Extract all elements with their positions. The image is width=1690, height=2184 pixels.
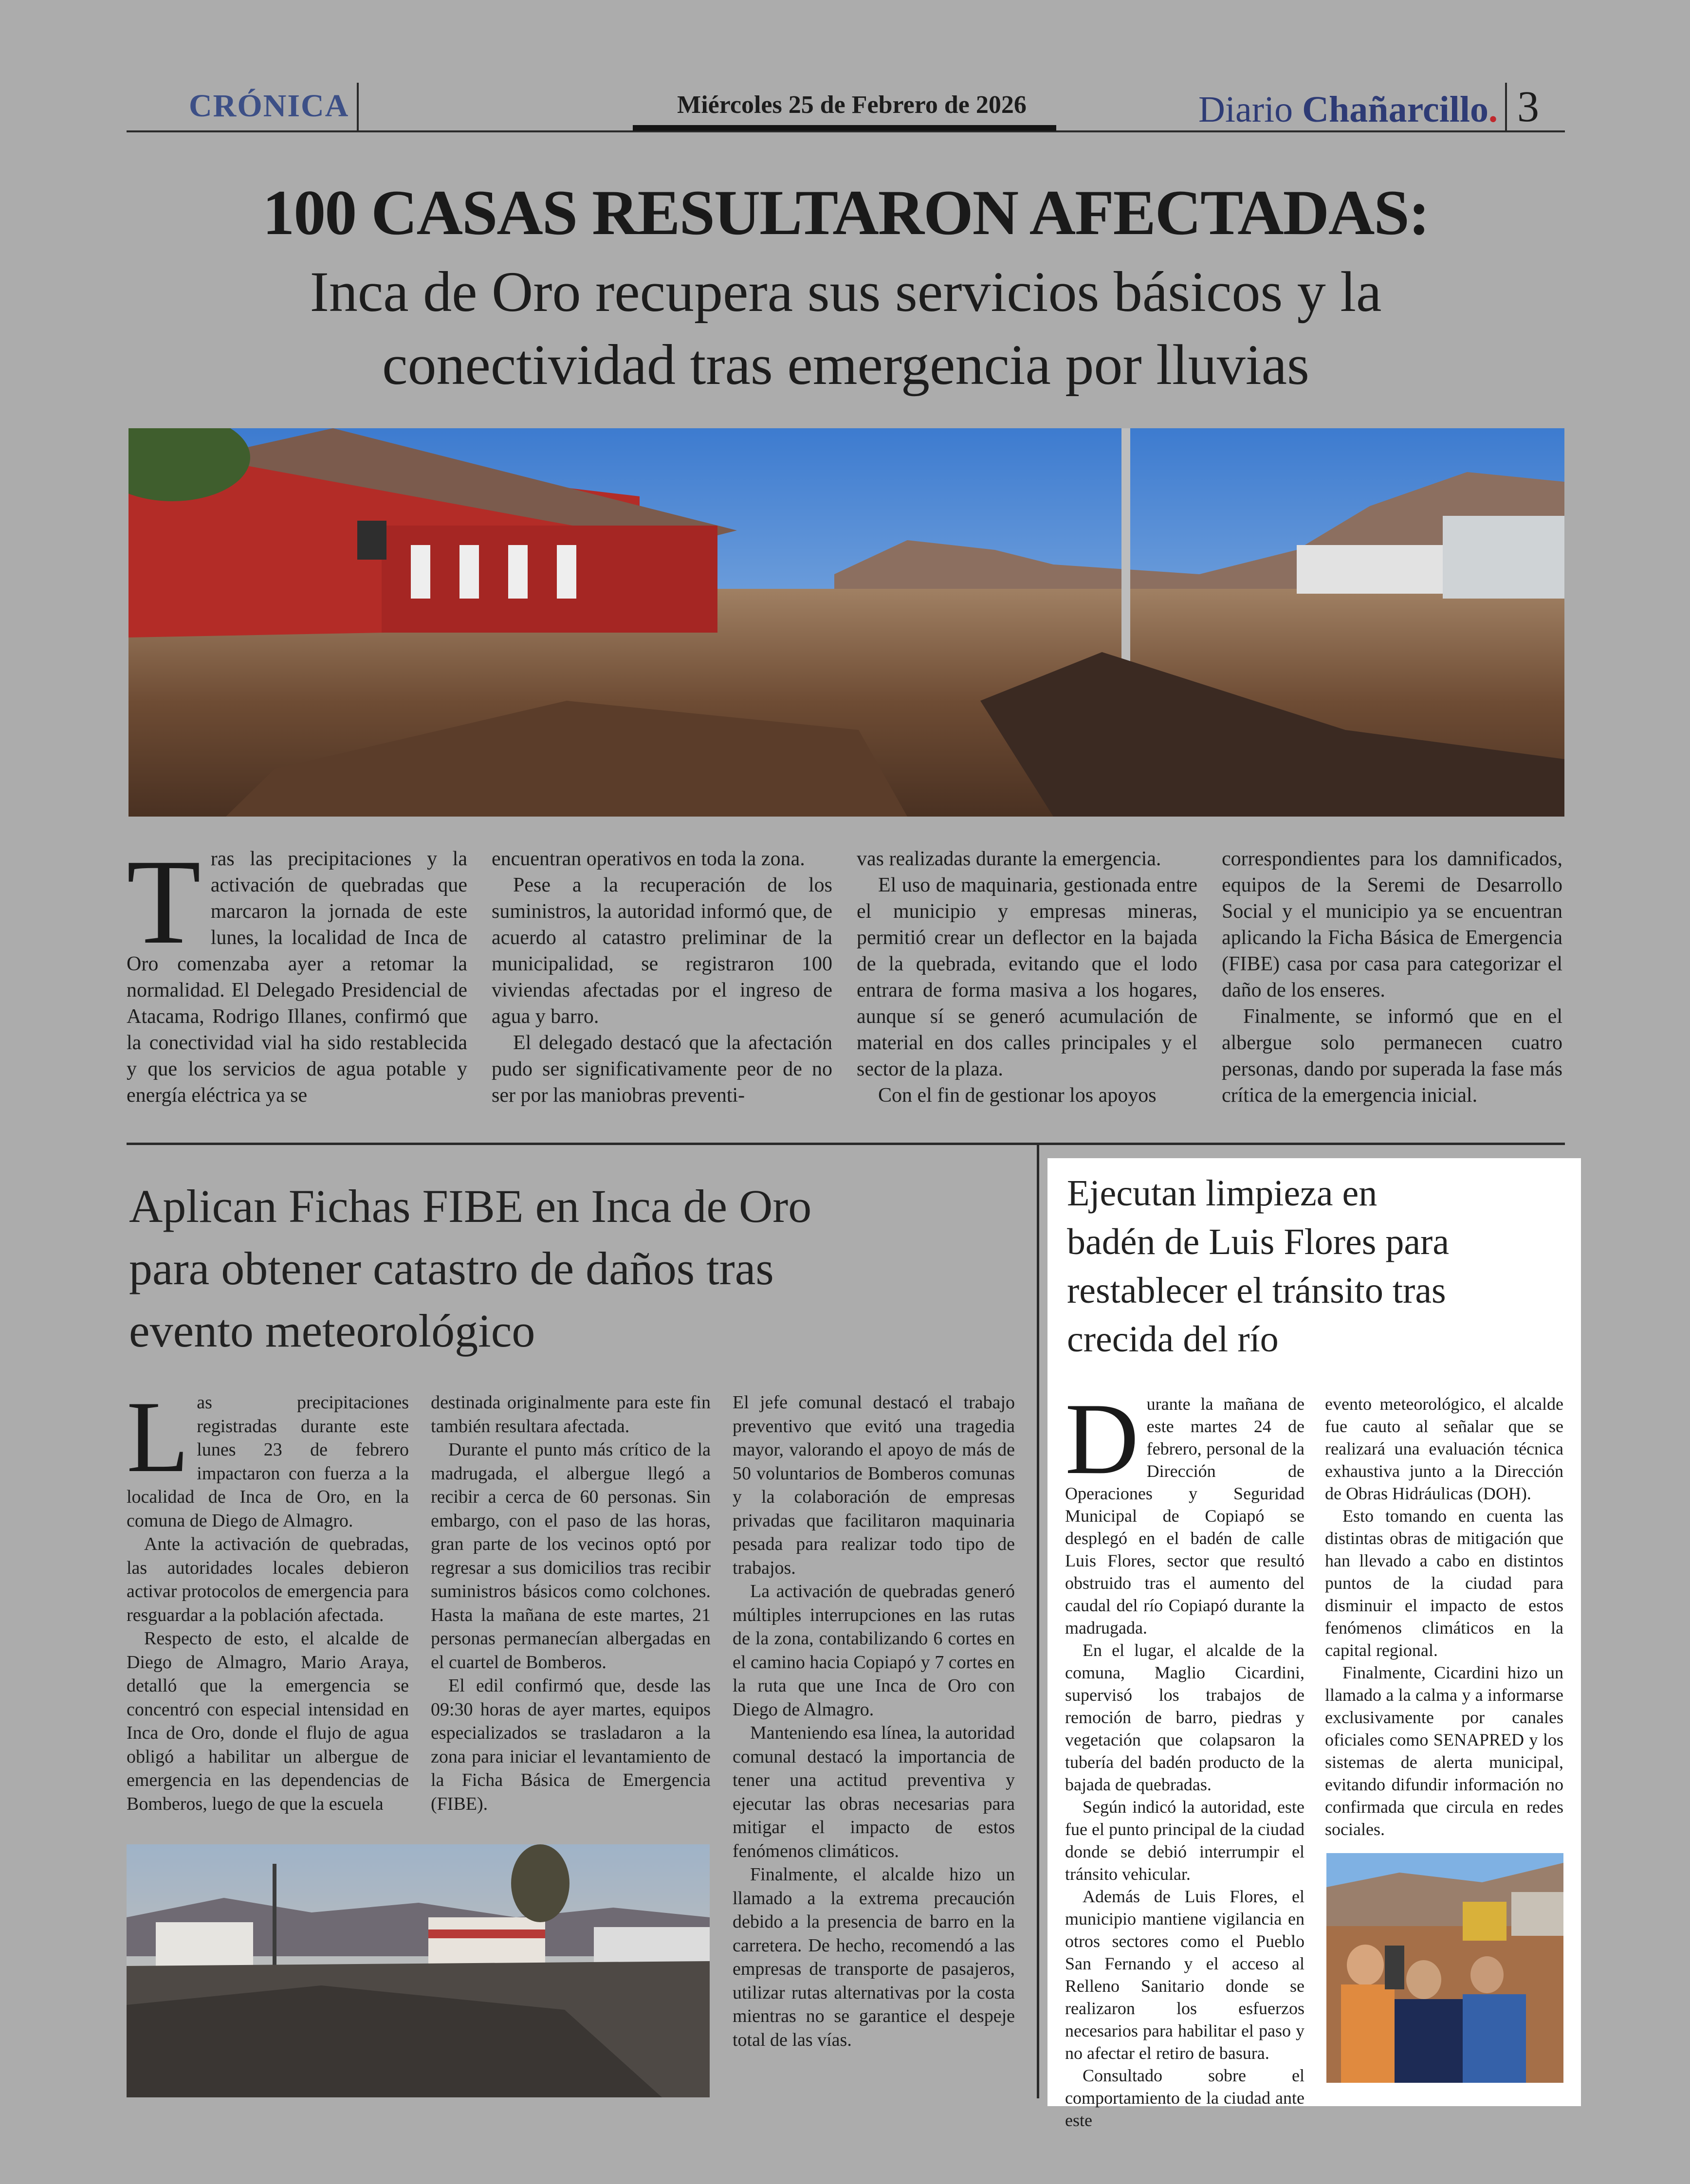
story3-headline-line: badén de Luis Flores para — [1067, 1221, 1450, 1262]
header-separator — [1505, 83, 1507, 131]
main-kicker: 100 CASAS RESULTARON AFECTADAS: — [262, 177, 1429, 248]
issue-date: Miércoles 25 de Febrero de 2026 — [677, 91, 1027, 119]
paragraph: Finalmente, Cicardini hizo un llamado a la calma y a informarse exclusivamente por canales oficiales como SENAPRED y los sistemas de alerta municipal, evitando difundir información no confirmada que circula en redes sociales. — [1325, 1663, 1563, 1839]
main-headline-line: conectividad tras emergencia por lluvias — [382, 333, 1309, 397]
story2-headline — [129, 1175, 1025, 1362]
paragraph: destinada originalmente para este fin también resultara afectada. — [431, 1392, 711, 1437]
paragraph: El delegado destacó que la afectación pudo ser significativamente peor de no ser por las maniobras preventi- — [492, 1032, 832, 1107]
paragraph: La activación de quebradas generó múltiples interrupciones en las rutas de la zona, contabilizando 6 cortes en el camino hacia Copiapó y 7 cortes en la ruta que une Inca de Oro con Diego de Almagro. — [733, 1581, 1015, 1720]
main-column-2 — [492, 846, 832, 1109]
main-column-4 — [1222, 846, 1562, 1109]
drop-cap: D — [1065, 1383, 1139, 1495]
paragraph: Además de Luis Flores, el municipio mantiene vigilancia en otros sectores como el Pueblo San Fernando y el acceso al Relleno Sanitario donde se realizaron los esfuerzos necesarios para habilitar el paso y no afectar el retiro de basura. — [1065, 1887, 1304, 2063]
story2-headline-line: Aplican Fichas FIBE en Inca de Oro — [129, 1180, 812, 1232]
paragraph: Con el fin de gestionar los apoyos — [878, 1084, 1157, 1107]
story2-headline-line: evento meteorológico — [129, 1305, 535, 1357]
paragraph: encuentran operativos en toda la zona. — [492, 848, 805, 870]
story2-photo-inca-de-oro — [127, 1844, 710, 2097]
main-headline — [127, 255, 1565, 401]
story3-column-2 — [1325, 1393, 1563, 1840]
paragraph: Pese a la recuperación de los suministros, la autoridad informó que, de acuerdo al catastro preliminar de la municipalidad, se registraron 100 viviendas afectadas por el ingreso de agua y barro. — [492, 874, 832, 1028]
paragraph: Finalmente, el alcalde hizo un llamado a la extrema precaución debido a la presencia de barro en la carretera. De hecho, recomendó a las empresas de transporte de pasajeros, utilizar rutas alternativas por la costa mientras no se garantice el despeje total de las vías. — [733, 1864, 1015, 2050]
story2-column-3 — [733, 1391, 1015, 2052]
paragraph: Manteniendo esa línea, la autoridad comunal destacó la importancia de tener una actitud preventiva y ejecutar las obras necesarias para mitigar el impacto de estos fenómenos climáticos. — [733, 1723, 1015, 1861]
main-column-3 — [857, 846, 1197, 1109]
story3-headline-line: crecida del río — [1067, 1319, 1279, 1360]
section-divider — [127, 1143, 1565, 1145]
story3-headline-line: Ejecutan limpieza en — [1067, 1173, 1378, 1214]
paragraph: vas realizadas durante la emergencia. — [857, 848, 1161, 870]
story3-photo-cleanup — [1326, 1853, 1563, 2083]
drop-cap: L — [127, 1381, 189, 1493]
section-label: CRÓNICA — [189, 88, 349, 124]
paragraph: Según indicó la autoridad, este fue el punto principal de la ciudad donde se debió interrumpir el tránsito vehicular. — [1065, 1797, 1304, 1884]
story3-headline — [1067, 1169, 1568, 1364]
paragraph: ras las precipitaciones y la activación de quebradas que marcaron la jornada de este lunes, la localidad de Inca de Oro comenzaba ayer a retomar la normalidad. El Delegado Presidencial de Atacama, Rodrigo Illanes, confirmó que la conectividad vial ha sido restablecida y que los servicios de agua potable y energía eléctrica ya se — [127, 848, 467, 1107]
paragraph: correspondientes para los damnificados, equipos de la Seremi de Desarrollo Social y el municipio ya se encuentran aplicando la Ficha Básica de Emergencia (FIBE) casa por casa para categorizar el daño de los enseres. — [1222, 848, 1562, 1001]
paragraph: urante la mañana de este martes 24 de febrero, personal de la Dirección de Operaciones y Seguridad Municipal de Copiapó se desplegó en el badén de calle Luis Flores, sector que resultó obstruido tras el aumento del caudal del río Copiapó durante la madrugada. — [1065, 1394, 1304, 1638]
newspaper-name — [1198, 89, 1498, 131]
main-photo-mud-street — [129, 428, 1564, 817]
story2-column-1 — [127, 1381, 409, 1816]
header-separator — [357, 83, 359, 131]
story2-column-2 — [431, 1391, 711, 1816]
newspaper-name-prefix: Diario — [1198, 89, 1303, 130]
main-column-1 — [127, 835, 467, 1109]
paragraph: Finalmente, se informó que en el albergue solo permanecen cuatro personas, dando por superada la fase más crítica de la emergencia inicial. — [1222, 1005, 1562, 1107]
main-headline-line: Inca de Oro recupera sus servicios básicos y la — [310, 260, 1382, 324]
paragraph: El edil confirmó que, desde las 09:30 horas de ayer martes, equipos especializados se trasladaron a la zona para iniciar el levantamiento de la Ficha Básica de Emergencia (FIBE). — [431, 1675, 711, 1814]
paragraph: Consultado sobre el comportamiento de la ciudad ante este — [1065, 2066, 1304, 2130]
paragraph: Ante la activación de quebradas, las autoridades locales debieron activar protocolos de emergencia para resguardar a la población afectada. — [127, 1534, 409, 1625]
page-number: 3 — [1517, 83, 1539, 131]
drop-cap: T — [127, 835, 201, 969]
paragraph: as precipitaciones registradas durante este lunes 23 de febrero impactaron con fuerza a la localidad de Inca de Oro, en la comuna de Diego de Almagro. — [127, 1392, 409, 1531]
story2-headline-line: para obtener catastro de daños tras — [129, 1242, 774, 1294]
column-divider — [1037, 1145, 1039, 2098]
paragraph: El uso de maquinaria, gestionada entre el municipio y empresas mineras, permitió crear un deflector en la bajada de la quebrada, evitando que el lodo entrara de forma masiva a los hogares, aunque sí se generó acumulación de material en dos calles principales y el sector de la plaza. — [857, 874, 1197, 1080]
story3-column-1 — [1065, 1383, 1304, 2131]
newspaper-name-main: Chañarcillo — [1302, 89, 1489, 130]
newspaper-name-dot: . — [1488, 89, 1498, 130]
paragraph: En el lugar, el alcalde de la comuna, Maglio Cicardini, supervisó los trabajos de remoción de barro, piedras y vegetación que colapsaron la tubería del badén producto de la bajada de quebradas. — [1065, 1640, 1304, 1794]
paragraph: Durante el punto más crítico de la madrugada, el albergue llegó a recibir a cerca de 60 personas. Sin embargo, con el paso de las horas, gran parte de los vecinos optó por regresar a sus domicilios tras recibir suministros básicos como colchones. Hasta la mañana de este martes, 21 personas permanecían albergadas en el cuartel de Bomberos. — [431, 1439, 711, 1673]
paragraph: El jefe comunal destacó el trabajo preventivo que evitó una tragedia mayor, valorando el apoyo de más de 50 voluntarios de Bomberos comunas y la colaboración de empresas privadas que facilitaron maquinaria pesada para realizar todo tipo de trabajos. — [733, 1392, 1015, 1578]
paragraph: Respecto de esto, el alcalde de Diego de Almagro, Mario Araya, detalló que la emergencia se concentró con especial intensidad en Inca de Oro, donde el flujo de agua obligó a habilitar un albergue de emergencia en las dependencias de Bomberos, luego de que la escuela — [127, 1628, 409, 1814]
story3-headline-line: restablecer el tránsito tras — [1067, 1270, 1446, 1311]
header-date-bar — [633, 125, 1056, 131]
paragraph: evento meteorológico, el alcalde fue cauto al señalar que se realizará una evaluación técnica exhaustiva junto a la Dirección de Obras Hidráulicas (DOH). — [1325, 1394, 1563, 1503]
paragraph: Esto tomando en cuenta las distintas obras de mitigación que han llevado a cabo en distintos puntos de la ciudad para disminuir el impacto de estos fenómenos climáticos en la capital regional. — [1325, 1506, 1563, 1660]
